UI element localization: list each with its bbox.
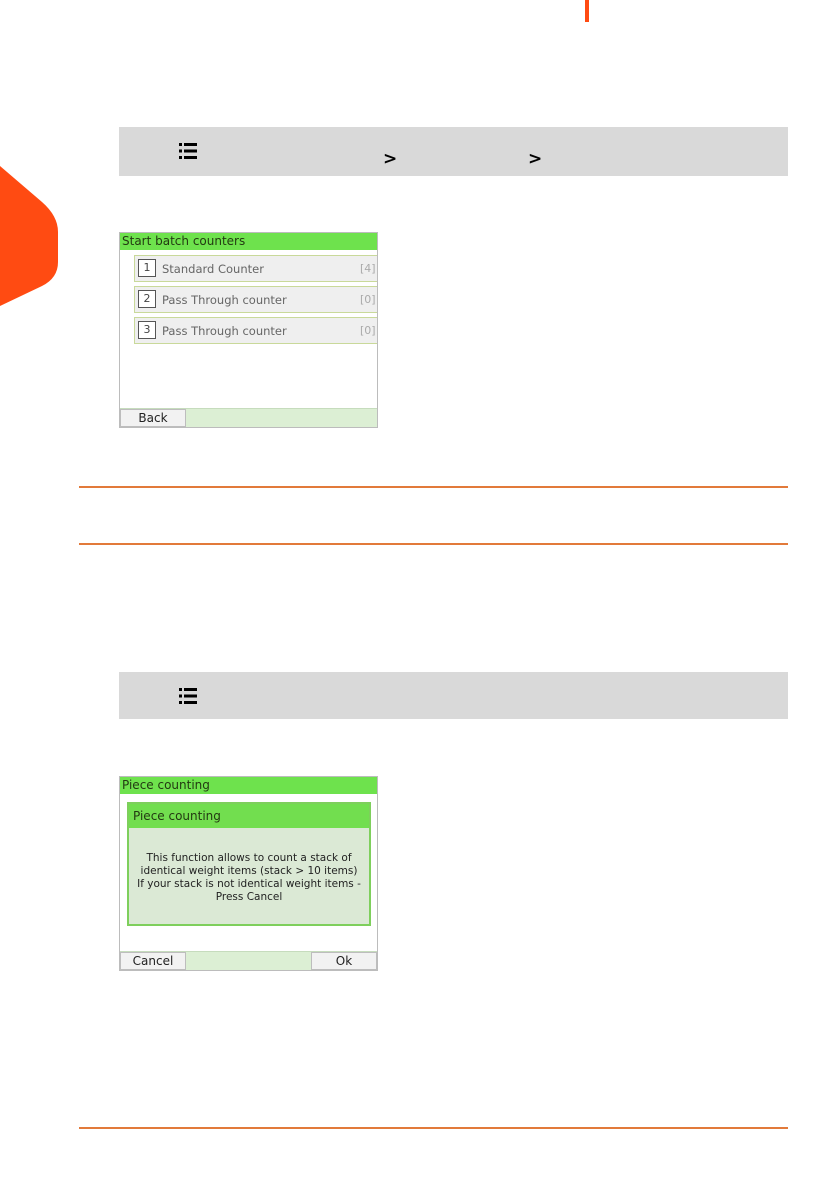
section-rule xyxy=(79,1127,788,1129)
cancel-button[interactable]: Cancel xyxy=(120,952,186,970)
dialog-title: Piece counting xyxy=(129,804,369,828)
path-separator: > xyxy=(383,149,398,169)
start-batch-counters-screen xyxy=(119,232,378,428)
section-rule xyxy=(79,543,788,545)
item-number-key: 1 xyxy=(138,259,156,277)
back-button[interactable]: Back xyxy=(120,409,186,427)
screen-title: Start batch counters xyxy=(120,233,377,250)
section-rule xyxy=(79,486,788,488)
counter-value: [0] xyxy=(360,324,376,337)
counter-value: [4] xyxy=(360,262,376,275)
counter-list-item[interactable] xyxy=(134,317,378,344)
counter-list-item[interactable] xyxy=(134,255,378,282)
chapter-tab xyxy=(0,166,58,306)
menu-list-icon xyxy=(179,687,197,705)
softkey-bar xyxy=(120,408,377,427)
counter-label: Pass Through counter xyxy=(162,324,287,338)
counter-list-item[interactable] xyxy=(134,286,378,313)
counter-value: [0] xyxy=(360,293,376,306)
ok-button[interactable]: Ok xyxy=(311,952,377,970)
path-separator: > xyxy=(528,149,543,169)
counter-label: Pass Through counter xyxy=(162,293,287,307)
info-dialog xyxy=(127,802,371,926)
menu-path-bar xyxy=(119,672,788,719)
item-number-key: 3 xyxy=(138,321,156,339)
menu-path-bar xyxy=(119,127,788,176)
menu-list-icon xyxy=(179,142,197,160)
piece-counting-screen xyxy=(119,776,378,971)
item-number-key: 2 xyxy=(138,290,156,308)
top-accent-rule xyxy=(585,0,589,22)
dialog-message: This function allows to count a stack of identical weight items (stack > 10 items) If your stack is not identical weight items - Press Cancel xyxy=(137,852,361,903)
counter-label: Standard Counter xyxy=(162,262,264,276)
screen-title: Piece counting xyxy=(120,777,377,794)
softkey-bar xyxy=(120,951,377,970)
